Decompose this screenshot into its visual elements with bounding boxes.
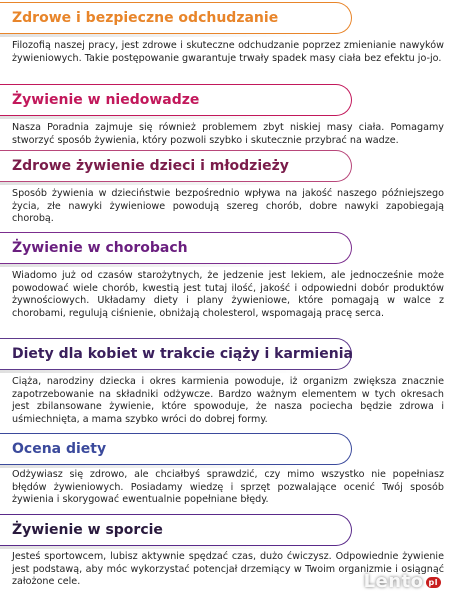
section-text: Odżywiasz się zdrowo, ale chciałbyś sprawdzić, czy mimo wszystko nie popełniasz błędów żywieniowych. Posiadamy wiedzę i sprzęt pozwalające ocenić Twój sposób żywienia i skorygować ewentualnie popełniane błędy. [12, 469, 444, 506]
section-title: Ocena diety [12, 441, 107, 457]
section-title: Żywienie w sporcie [12, 522, 163, 538]
section-text: Filozofią naszej pracy, jest zdrowe i skuteczne odchudzanie poprzez zmienianie nawyków żywieniowych. Takie postępowanie gwarantuje trwały spadek masy ciała bez efektu jo-jo. [12, 40, 444, 64]
section-title: Zdrowe żywienie dzieci i młodzieży [12, 158, 289, 174]
section-text: Wiadomo już od czasów starożytnych, że jedzenie jest lekiem, ale jednocześnie może powodować wiele chorób, kwestią jest tutaj ilość, jakość i odpowiedni dobór produktów żywnościowych. Układamy diety i plany żywieniowe, które pomagają w walce z chorobami, regulują ciśnienie, obniżają cholesterol, wspomagają pracę serca. [12, 270, 444, 319]
section-header [0, 433, 352, 465]
watermark-brand: Lento [363, 571, 424, 592]
section-header [0, 84, 352, 116]
section-header [0, 150, 352, 182]
section-title: Diety dla kobiet w trakcie ciąży i karmienia [12, 346, 353, 362]
watermark-suffix: pl [426, 577, 441, 588]
section-text: Jesteś sportowcem, lubisz aktywnie spędzać czas, dużo ćwiczysz. Odpowiednie żywienie jest podstawą, aby móc wykorzystać potencjał drzemiący w Twoim organizmie i osiągnąć założone cele. [12, 551, 444, 588]
section-text: Ciąża, narodziny dziecka i okres karmienia powoduje, iż organizm zwiększa znacznie zapotrzebowanie na składniki odżywcze. Bardzo ważnym elementem w tych okresach jest zbilansowane żywienie, które spowoduje, że nasza pociecha będzie zdrowa i uśmiechnięta, a mama szybko wróci do dobrej formy. [12, 376, 444, 425]
lento-watermark [364, 571, 441, 592]
section-text: Nasza Poradnia zajmuje się również problemem zbyt niskiej masy ciała. Pomagamy stworzyć sposób żywienia, który pozwoli szybko i skutecznie przybrać na wadze. [12, 122, 444, 146]
section-header [0, 232, 352, 264]
section-header [0, 514, 352, 546]
section-header [0, 2, 352, 34]
section-header [0, 338, 352, 370]
section-title: Zdrowe i bezpieczne odchudzanie [12, 10, 279, 26]
section-text: Sposób żywienia w dzieciństwie bezpośrednio wpływa na jakość naszego późniejszego życia, złe nawyki żywieniowe powodują szereg chorób, dobre nawyki zapobiegają chorobą. [12, 188, 444, 225]
section-title: Żywienie w niedowadze [12, 92, 200, 108]
section-title: Żywienie w chorobach [12, 240, 188, 256]
